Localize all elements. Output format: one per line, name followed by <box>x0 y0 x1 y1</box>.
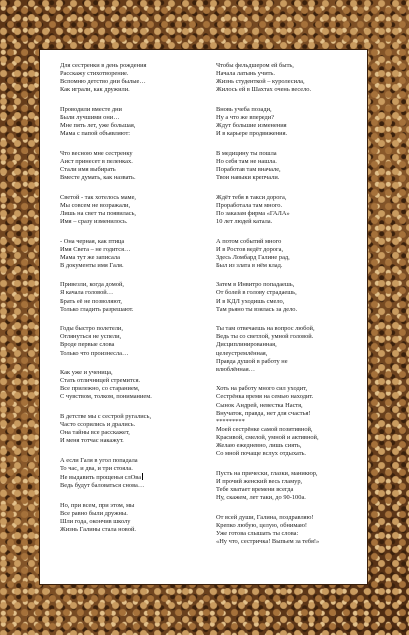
poem-line: Имя – сразу изменилось. <box>60 217 128 225</box>
stanza <box>60 150 208 182</box>
stanza <box>60 106 208 138</box>
poem-line: Затем в Инвитро попадаешь, <box>216 281 295 289</box>
poem-line: Поработав там вначале, <box>216 165 281 173</box>
poem-line: Ведь ты со светлой, умной головой. <box>216 333 314 341</box>
poem-line: Но, при всем, при этом, мы <box>60 501 135 509</box>
poem-line: Ну а что же впереди? <box>216 113 275 121</box>
poem-line: Мама с папой объявляют: <box>60 130 131 138</box>
poem-line: В медицину ты пошла <box>216 149 277 157</box>
poem-line: В документы имя Галя. <box>60 261 124 269</box>
poem-line: Жизнь студенткой – куролесила, <box>216 78 305 86</box>
stanza <box>216 514 364 546</box>
text-cursor <box>142 473 143 480</box>
poem-line: Шли года, окончив школу <box>60 517 131 525</box>
stanza <box>60 281 208 313</box>
poem-line: И в КДЛ уходишь смело, <box>216 297 285 305</box>
poem-line: Мама тут же записала <box>60 253 120 261</box>
poem-line: От болей в голову страдаешь, <box>216 289 297 297</box>
poem-line: Крепко любую, целую, обнимаю! <box>216 521 308 529</box>
poem-line: Ты там отвечаешь на вопрос любой, <box>216 325 315 333</box>
poem-line: Чтобы фельдшером ей быть, <box>216 62 294 69</box>
stanza <box>60 238 208 270</box>
poem-line: Мне пять лет, уже большая, <box>60 122 136 130</box>
poem-line: Тебе хватает времени всегда <box>216 485 294 493</box>
stanza <box>60 457 208 490</box>
poem-line: И меня тотчас накажут. <box>60 437 124 445</box>
poem-line: Хоть на работу много сил уходит, <box>216 385 308 393</box>
poem-line: От всей души, Галина, поздравляю! <box>216 513 314 521</box>
poem-line: 10 лет людей катала. <box>216 217 273 225</box>
poem-line: Все равно были дружны. <box>60 509 128 517</box>
poem-line: Брать её не позволяют, <box>60 297 122 305</box>
poem-line: Там рьяно ты взялась за дело. <box>216 305 298 313</box>
stanza <box>216 238 364 270</box>
poem-line: И прочий женский весь гламур, <box>216 477 303 485</box>
poem-line: Вспомню детство дни былые… <box>60 78 146 86</box>
stanza <box>60 62 208 94</box>
poem-line: Твои навыки крепчали. <box>216 174 280 182</box>
poem-line: Только что произнесла… <box>60 349 129 357</box>
poem-line: Ждёт тебя в такси дорога, <box>216 193 287 201</box>
poem-line: А потом событий много <box>216 237 282 245</box>
poem-line: Со мной почаще вслух отдыхать. <box>216 450 307 458</box>
poem-line: Ну, скажем, лет таки, до 90-100а. <box>216 493 306 501</box>
poem-line: Что весною мне сестренку <box>60 149 133 157</box>
poem-line: В детстве мы с сестрой ругались, <box>60 413 152 420</box>
poem-line: Был из злата в нём клад. <box>216 261 283 269</box>
poem-line: Пусть на прически, глазки, маникюр, <box>216 469 318 477</box>
poem-line: «Ну что, сестричка! Выпьем за тебя!» <box>216 537 320 545</box>
stanza <box>60 502 208 534</box>
poem-line: И в карьере продвижения. <box>216 130 288 138</box>
stanza <box>216 62 364 94</box>
poem-line: Уже готова слышать ты слова: <box>216 529 299 537</box>
stanza <box>60 194 208 226</box>
poem-line: Вроде первые слова <box>60 341 115 349</box>
poem-line: По заказам фирма «ГАЛА» <box>216 209 290 217</box>
right-column <box>216 62 364 557</box>
poem-line: ********* <box>216 417 245 425</box>
stanza <box>216 470 364 502</box>
poem-line: Проводили вместе дни <box>60 105 122 113</box>
left-column <box>60 62 208 546</box>
poem-line: целеустремлённая, <box>216 349 268 357</box>
poem-line: Вместе думать, как назвать. <box>60 174 136 182</box>
stanza <box>216 150 364 182</box>
poem-line: Моей сестрёнке самой позитивной, <box>216 425 313 433</box>
stanza <box>216 194 364 226</box>
poem-line: Мы совсем не возражали, <box>60 201 131 209</box>
poem-line: Имя Света – не годится… <box>60 245 131 253</box>
poem-line: С чувством, толком, пониманием. <box>60 393 152 401</box>
poem-line: Жизнь Галины стала новой. <box>60 526 136 534</box>
stanza <box>60 369 208 401</box>
stanza <box>60 325 208 357</box>
poem-line: Как уже и ученица, <box>60 369 113 377</box>
poem-line: влюблённая… <box>216 365 256 373</box>
poem-line: Она тайны все расскажет, <box>60 429 130 437</box>
poem-line: - Она черная, как птица <box>60 237 125 245</box>
poem-line: Только гладить разрешают. <box>60 305 134 313</box>
poem-line: Начала латынь учить. <box>216 70 275 78</box>
poem-line: Расскажу стихотворение. <box>60 70 129 78</box>
poem-line: Часто ссорились и дрались. <box>60 421 136 429</box>
poem-line: Здесь Ломбард Галине рад, <box>216 253 290 261</box>
poem-line: И в Ростов ведёт дорога, <box>216 245 284 253</box>
poem-line: Оглянуться не успели, <box>60 333 122 341</box>
poem-line: Аист принесет в пеленках. <box>60 157 133 165</box>
poem-line: Жилось ей в Шахтах очень весело. <box>216 86 312 94</box>
poem-line: Ждут большие изменения <box>216 122 287 130</box>
poem-line: Вновь учеба позади, <box>216 105 272 113</box>
stanza <box>216 325 364 374</box>
poem-page <box>40 50 367 584</box>
poem-line: Стать отличницей стремится. <box>60 377 141 385</box>
poem-line: Не выдавить прощенья слОва <box>60 474 142 482</box>
stanza <box>216 106 364 138</box>
poem-line: Сестрёнка время на семью находит. <box>216 393 314 401</box>
poem-line: Но себя там не нашла. <box>216 157 277 165</box>
poem-line: Все прилежно, со старанием, <box>60 385 140 393</box>
poem-line: А если Галя в угол попадала <box>60 456 138 464</box>
poem-line: Для сестренки в день рождения <box>60 62 147 69</box>
poem-line: Я качала головой… <box>60 289 114 297</box>
poem-line: Сынок Андрей, невестка Настя, <box>216 401 303 409</box>
poem-line: Правда душой в работу не <box>216 357 288 365</box>
stanza <box>60 413 208 445</box>
poem-line: Стали имя выбирать <box>60 165 116 173</box>
poem-line: Лишь на свет ты появилась, <box>60 209 137 217</box>
poem-line: Ведь будут баловаться снова… <box>60 482 145 490</box>
poem-line: Светой - так хотелось маме, <box>60 193 137 201</box>
poem-line: Внучаток, правда, нет для счастья! <box>216 409 311 417</box>
stanza <box>216 281 364 313</box>
poem-line: Красивой, смелой, умной и активной, <box>216 433 319 441</box>
poem-line: То час, и два, и три стояла. <box>60 464 133 472</box>
stanza <box>216 385 364 458</box>
poem-line: Привезли, когда домой, <box>60 281 124 289</box>
poem-line: Были лучшими они… <box>60 113 120 121</box>
poem-line: Проработала там много. <box>216 201 283 209</box>
poem-line: Как играли, как дружили. <box>60 86 130 94</box>
poem-line: Желаю ежедневно, лишь сиять, <box>216 441 302 449</box>
poem-line: Годы быстро полетели, <box>60 325 123 333</box>
poem-line: Дисциплинированная, <box>216 341 277 349</box>
